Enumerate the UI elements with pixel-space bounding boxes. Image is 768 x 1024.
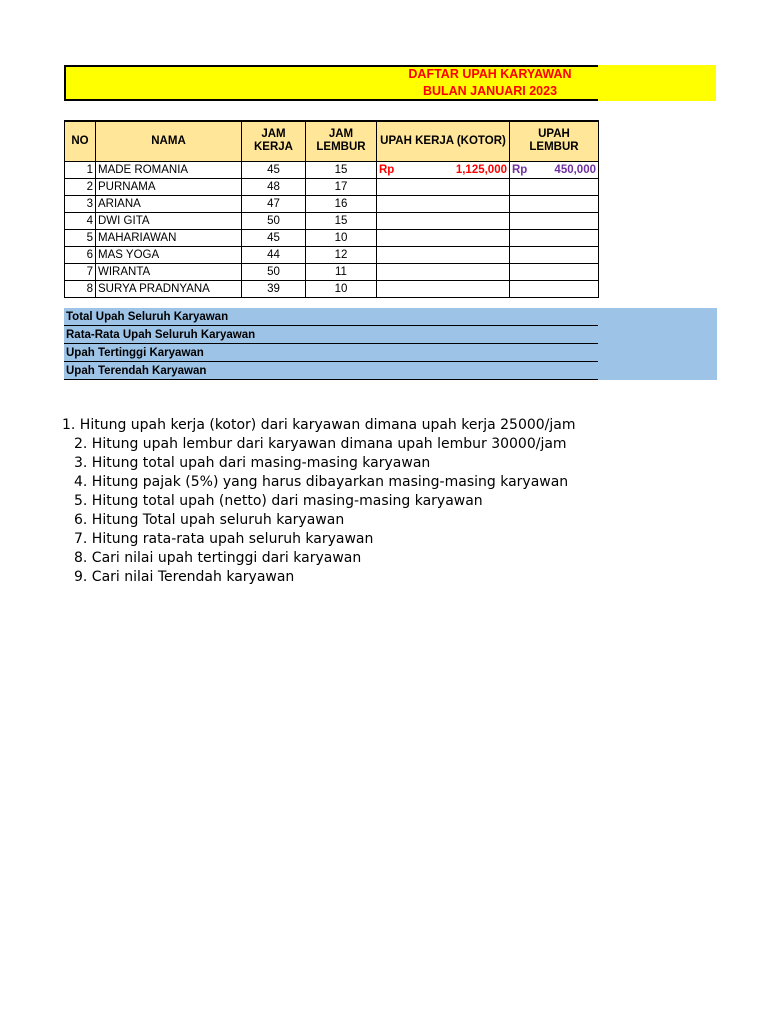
cell-no[interactable]: 7: [65, 263, 96, 280]
cell-upah-kerja[interactable]: [377, 229, 510, 246]
table-row: [65, 263, 599, 280]
cell-upah-kerja[interactable]: [377, 178, 510, 195]
cell-upah-lembur[interactable]: [510, 195, 599, 212]
table-row: [65, 212, 599, 229]
cell-jam-kerja[interactable]: 44: [242, 246, 306, 263]
table-row: [65, 229, 599, 246]
cell-nama[interactable]: DWI GITA: [96, 212, 242, 229]
cell-jam-lembur[interactable]: 10: [306, 280, 377, 297]
cell-upah-lembur[interactable]: [510, 280, 599, 297]
instruction-item: 4. Hitung pajak (5%) yang harus dibayarkan masing-masing karyawan: [74, 474, 569, 490]
instruction-item: 5. Hitung total upah (netto) dari masing-masing karyawan: [74, 493, 483, 509]
cell-jam-kerja[interactable]: 50: [242, 263, 306, 280]
summary-row[interactable]: [64, 326, 717, 344]
cell-jam-lembur[interactable]: 17: [306, 178, 377, 195]
cell-jam-lembur[interactable]: 10: [306, 229, 377, 246]
cell-no[interactable]: 2: [65, 178, 96, 195]
table-row: [65, 178, 599, 195]
cell-upah-kerja[interactable]: [377, 161, 510, 178]
cell-nama[interactable]: MAHARIAWAN: [96, 229, 242, 246]
currency-label: Rp: [512, 163, 528, 176]
cell-upah-lembur[interactable]: [510, 246, 599, 263]
summary-row[interactable]: [64, 362, 717, 380]
cell-jam-lembur[interactable]: 12: [306, 246, 377, 263]
col-header-upah-kerja[interactable]: UPAH KERJA (KOTOR): [377, 121, 510, 161]
instruction-item: 2. Hitung upah lembur dari karyawan dimana upah lembur 30000/jam: [74, 436, 567, 452]
cell-no[interactable]: 6: [65, 246, 96, 263]
instruction-item: 8. Cari nilai upah tertinggi dari karyawan: [74, 550, 362, 566]
cell-nama[interactable]: SURYA PRADNYANA: [96, 280, 242, 297]
table-row: [65, 195, 599, 212]
cell-upah-kerja[interactable]: [377, 195, 510, 212]
col-header-upah-lembur[interactable]: UPAH LEMBUR: [510, 121, 599, 161]
amount-value: 450,000: [554, 163, 596, 176]
cell-upah-kerja[interactable]: [377, 212, 510, 229]
cell-nama[interactable]: ARIANA: [96, 195, 242, 212]
summary-label: Upah Tertinggi Karyawan: [66, 347, 204, 359]
instruction-item: 1. Hitung upah kerja (kotor) dari karyawan dimana upah kerja 25000/jam: [62, 417, 576, 433]
cell-upah-kerja[interactable]: [377, 280, 510, 297]
cell-nama[interactable]: WIRANTA: [96, 263, 242, 280]
cell-nama[interactable]: PURNAMA: [96, 178, 242, 195]
cell-upah-kerja[interactable]: [377, 263, 510, 280]
cell-no[interactable]: 1: [65, 161, 96, 178]
sheet-subtitle: BULAN JANUARI 2023: [422, 84, 558, 98]
cell-jam-kerja[interactable]: 47: [242, 195, 306, 212]
instruction-item: 3. Hitung total upah dari masing-masing karyawan: [74, 455, 431, 471]
summary-label: Total Upah Seluruh Karyawan: [66, 311, 229, 323]
currency-label: Rp: [379, 163, 395, 176]
cell-jam-lembur[interactable]: 11: [306, 263, 377, 280]
cell-no[interactable]: 8: [65, 280, 96, 297]
summary-label: Upah Terendah Karyawan: [66, 365, 207, 377]
wage-table: [64, 120, 599, 298]
cell-nama[interactable]: MAS YOGA: [96, 246, 242, 263]
cell-jam-lembur[interactable]: 15: [306, 161, 377, 178]
table-row: [65, 280, 599, 297]
summary-label: Rata-Rata Upah Seluruh Karyawan: [66, 329, 256, 341]
row-divider: [64, 379, 598, 380]
cell-jam-kerja[interactable]: 39: [242, 280, 306, 297]
cell-upah-lembur[interactable]: [510, 178, 599, 195]
col-header-nama[interactable]: NAMA: [96, 121, 242, 161]
instruction-item: 7. Hitung rata-rata upah seluruh karyawan: [74, 531, 374, 547]
cell-upah-kerja[interactable]: [377, 246, 510, 263]
table-header-row: [65, 121, 599, 161]
col-header-jam-lembur[interactable]: JAM LEMBUR: [306, 121, 377, 161]
cell-upah-lembur[interactable]: [510, 212, 599, 229]
instructions-list: [62, 416, 576, 587]
cell-jam-kerja[interactable]: 48: [242, 178, 306, 195]
cell-jam-kerja[interactable]: 45: [242, 161, 306, 178]
col-header-no[interactable]: NO: [65, 121, 96, 161]
cell-no[interactable]: 3: [65, 195, 96, 212]
cell-upah-lembur[interactable]: [510, 229, 599, 246]
amount-value: 1,125,000: [455, 163, 507, 176]
summary-row[interactable]: [64, 344, 717, 362]
cell-jam-kerja[interactable]: 50: [242, 212, 306, 229]
cell-no[interactable]: 5: [65, 229, 96, 246]
cell-no[interactable]: 4: [65, 212, 96, 229]
sheet-title: DAFTAR UPAH KARYAWAN: [408, 67, 572, 81]
cell-jam-lembur[interactable]: 15: [306, 212, 377, 229]
cell-jam-lembur[interactable]: 16: [306, 195, 377, 212]
table-row: [65, 161, 599, 178]
col-header-jam-kerja[interactable]: JAM KERJA: [242, 121, 306, 161]
cell-upah-lembur[interactable]: [510, 263, 599, 280]
cell-nama[interactable]: MADE ROMANIA: [96, 161, 242, 178]
instruction-item: 6. Hitung Total upah seluruh karyawan: [74, 512, 345, 528]
summary-row[interactable]: [64, 308, 717, 326]
instruction-item: 9. Cari nilai Terendah karyawan: [74, 569, 295, 585]
cell-upah-lembur[interactable]: [510, 161, 599, 178]
table-row: [65, 246, 599, 263]
cell-jam-kerja[interactable]: 45: [242, 229, 306, 246]
